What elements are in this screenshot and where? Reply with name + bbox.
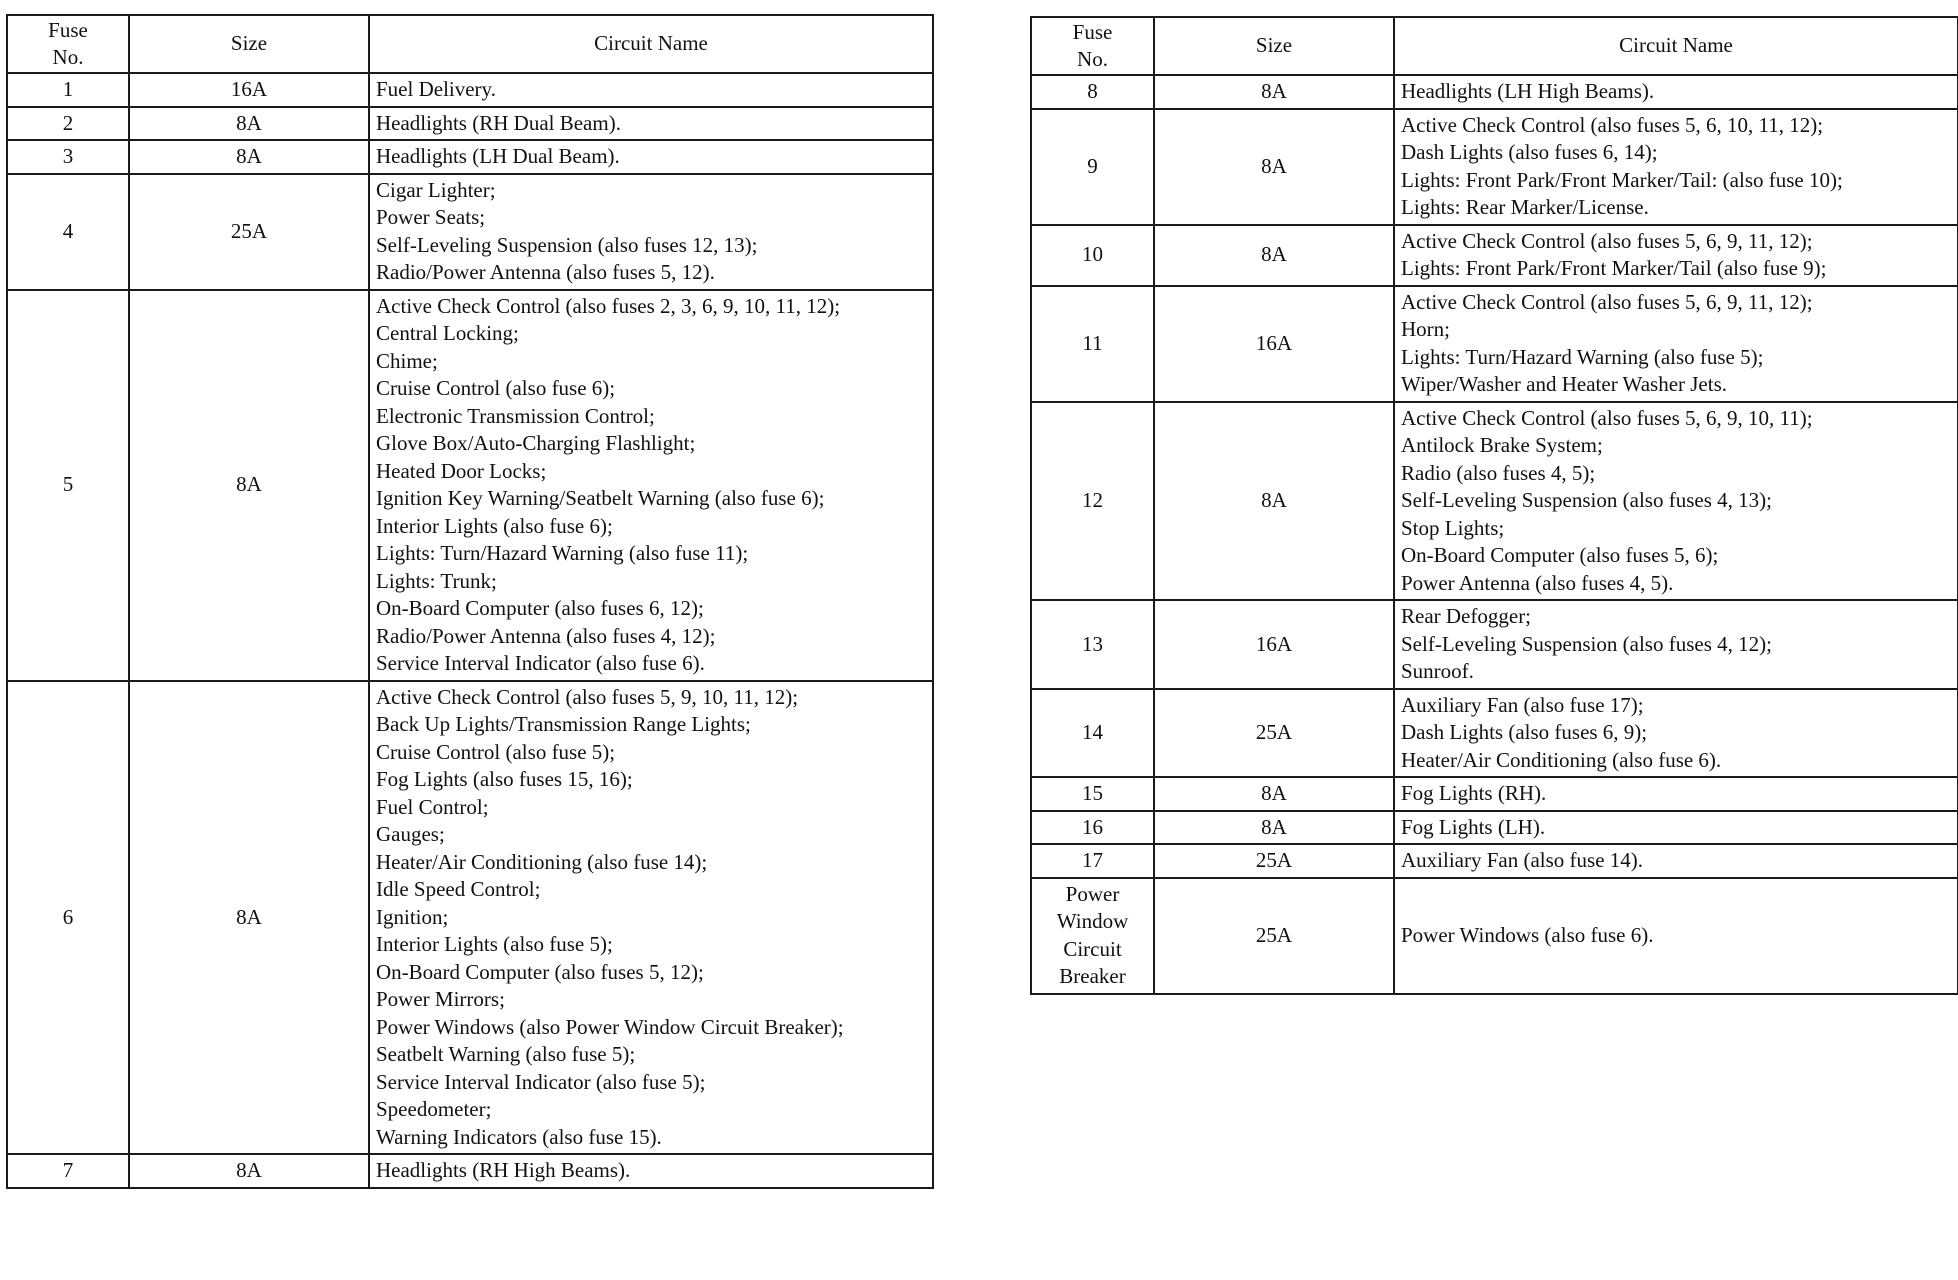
circuit-line: Back Up Lights/Transmission Range Lights; bbox=[376, 712, 751, 736]
circuit-name-cell bbox=[1394, 109, 1958, 225]
circuit-line: Electronic Transmission Control; bbox=[376, 403, 655, 428]
fuse-row bbox=[1031, 402, 1958, 601]
circuit-line: Horn; bbox=[1401, 317, 1450, 341]
circuit-line: Radio (also fuses 4, 5); bbox=[1401, 460, 1596, 485]
fuse-number-cell: 1 bbox=[7, 73, 129, 107]
circuit-name-cell bbox=[1394, 811, 1958, 845]
fuse-number-cell: 2 bbox=[7, 107, 129, 141]
circuit-line: Power Windows (also Power Window Circuit Breaker); bbox=[376, 1014, 844, 1039]
circuit-line: Heater/Air Conditioning (also fuse 6). bbox=[1401, 747, 1722, 772]
circuit-line: Chime; bbox=[376, 348, 438, 373]
circuit-name-cell bbox=[1394, 75, 1958, 109]
fuse-size-cell: 8A bbox=[1154, 811, 1394, 845]
fuse-number-cell: 11 bbox=[1031, 286, 1154, 402]
fuse-row bbox=[7, 1154, 933, 1188]
fuse-size-cell: 16A bbox=[1154, 600, 1394, 689]
circuit-name-cell bbox=[1394, 878, 1958, 994]
fuse-row bbox=[7, 73, 933, 107]
circuit-line: Wiper/Washer and Heater Washer Jets. bbox=[1401, 372, 1728, 396]
fuse-number-cell: 10 bbox=[1031, 225, 1154, 286]
circuit-line: Lights: Rear Marker/License. bbox=[1401, 195, 1649, 219]
header-fuse-no bbox=[1031, 17, 1154, 75]
circuit-line: Cigar Lighter; bbox=[376, 177, 496, 202]
circuit-line: Self-Leveling Suspension (also fuses 4, 13); bbox=[1401, 488, 1772, 512]
circuit-line: Auxiliary Fan (also fuse 14). bbox=[1401, 848, 1644, 872]
circuit-line: Lights: Turn/Hazard Warning (also fuse 5); bbox=[1401, 344, 1764, 369]
circuit-name-cell bbox=[1394, 286, 1958, 402]
circuit-line: Active Check Control (also fuses 5, 9, 10, 11, 12); bbox=[376, 684, 799, 709]
circuit-line: Active Check Control (also fuses 5, 6, 9, 10, 11); bbox=[1401, 405, 1813, 430]
fuse-row bbox=[1031, 286, 1958, 402]
circuit-name-cell bbox=[369, 73, 933, 107]
header-fuse-no-text: Fuse No. bbox=[1072, 19, 1113, 71]
fuse-size-cell: 25A bbox=[1154, 878, 1394, 994]
fuse-size-cell: 8A bbox=[1154, 109, 1394, 225]
circuit-line: Headlights (RH Dual Beam). bbox=[376, 110, 621, 135]
circuit-line: Idle Speed Control; bbox=[376, 877, 541, 901]
circuit-line: Service Interval Indicator (also fuse 6). bbox=[376, 651, 705, 675]
header-circuit-name: Circuit Name bbox=[1394, 17, 1958, 75]
header-fuse-no bbox=[7, 15, 129, 73]
fuse-size-cell: 8A bbox=[1154, 402, 1394, 601]
fuse-number-cell: 7 bbox=[7, 1154, 129, 1188]
circuit-line: Fuel Delivery. bbox=[376, 77, 496, 101]
circuit-line: Interior Lights (also fuse 5); bbox=[376, 932, 613, 956]
circuit-name-cell bbox=[369, 140, 933, 174]
circuit-name-cell bbox=[369, 174, 933, 290]
fuse-number-cell: 4 bbox=[7, 174, 129, 290]
circuit-line: On-Board Computer (also fuses 5, 12); bbox=[376, 959, 704, 984]
circuit-line: Service Interval Indicator (also fuse 5); bbox=[376, 1069, 706, 1094]
fuse-size-cell: 8A bbox=[1154, 75, 1394, 109]
circuit-line: Auxiliary Fan (also fuse 17); bbox=[1401, 692, 1644, 717]
circuit-line: Headlights (RH High Beams). bbox=[376, 1158, 631, 1182]
circuit-line: Active Check Control (also fuses 5, 6, 10, 11, 12); bbox=[1401, 112, 1824, 137]
fuse-row bbox=[7, 107, 933, 141]
circuit-name-cell bbox=[369, 681, 933, 1155]
circuit-line: Antilock Brake System; bbox=[1401, 433, 1603, 457]
fuse-number-cell: Power Window Circuit Breaker bbox=[1031, 878, 1154, 994]
fuse-number-cell: 8 bbox=[1031, 75, 1154, 109]
circuit-line: Fog Lights (also fuses 15, 16); bbox=[376, 767, 633, 791]
circuit-line: Heater/Air Conditioning (also fuse 14); bbox=[376, 849, 708, 874]
circuit-line: Self-Leveling Suspension (also fuses 12, 13); bbox=[376, 232, 758, 257]
circuit-name-cell bbox=[369, 290, 933, 681]
circuit-line: Power Windows (also fuse 6). bbox=[1401, 922, 1654, 947]
fuse-row bbox=[1031, 75, 1958, 109]
circuit-line: Fog Lights (LH). bbox=[1401, 814, 1546, 839]
fuse-size-cell: 8A bbox=[1154, 777, 1394, 811]
header-size: Size bbox=[1154, 17, 1394, 75]
fuse-row bbox=[7, 290, 933, 681]
circuit-line: Headlights (LH Dual Beam). bbox=[376, 144, 620, 168]
circuit-line: Stop Lights; bbox=[1401, 515, 1505, 540]
fuse-size-cell: 8A bbox=[129, 681, 369, 1155]
fuse-row bbox=[1031, 878, 1958, 994]
fuse-size-cell: 8A bbox=[129, 290, 369, 681]
circuit-line: Fuel Control; bbox=[376, 794, 489, 819]
circuit-name-cell bbox=[1394, 777, 1958, 811]
circuit-line: Lights: Trunk; bbox=[376, 568, 497, 593]
circuit-name-cell bbox=[1394, 600, 1958, 689]
fuse-number-cell: 6 bbox=[7, 681, 129, 1155]
circuit-line: Ignition; bbox=[376, 904, 449, 929]
circuit-line: Heated Door Locks; bbox=[376, 458, 547, 483]
fuse-size-cell: 8A bbox=[1154, 225, 1394, 286]
circuit-line: Lights: Front Park/Front Marker/Tail (also fuse 9); bbox=[1401, 256, 1827, 280]
fuse-row bbox=[7, 174, 933, 290]
circuit-line: Dash Lights (also fuses 6, 14); bbox=[1401, 140, 1658, 164]
circuit-name-cell bbox=[1394, 225, 1958, 286]
header-row bbox=[1031, 17, 1958, 75]
fuse-number-cell: 3 bbox=[7, 140, 129, 174]
fuse-number-cell: 15 bbox=[1031, 777, 1154, 811]
circuit-line: Power Antenna (also fuses 4, 5). bbox=[1401, 570, 1674, 595]
circuit-line: Active Check Control (also fuses 5, 6, 9, 11, 12); bbox=[1401, 289, 1813, 314]
circuit-line: Power Mirrors; bbox=[376, 987, 505, 1011]
circuit-line: Cruise Control (also fuse 6); bbox=[376, 376, 616, 400]
circuit-name-cell bbox=[369, 1154, 933, 1188]
circuit-line: Speedometer; bbox=[376, 1097, 492, 1121]
fuse-size-cell: 8A bbox=[129, 1154, 369, 1188]
circuit-line: Glove Box/Auto-Charging Flashlight; bbox=[376, 431, 696, 455]
header-circuit-name: Circuit Name bbox=[369, 15, 933, 73]
circuit-line: Active Check Control (also fuses 2, 3, 6, 9, 10, 11, 12); bbox=[376, 293, 841, 318]
fuse-size-cell: 25A bbox=[129, 174, 369, 290]
fuse-size-cell: 16A bbox=[129, 73, 369, 107]
circuit-name-cell bbox=[1394, 844, 1958, 878]
circuit-line: Radio/Power Antenna (also fuses 5, 12). bbox=[376, 260, 715, 284]
header-fuse-no-text: Fuse No. bbox=[48, 17, 88, 69]
circuit-name-cell bbox=[369, 107, 933, 141]
fuse-size-cell: 16A bbox=[1154, 286, 1394, 402]
circuit-line: On-Board Computer (also fuses 5, 6); bbox=[1401, 543, 1719, 567]
fuse-number-cell: 16 bbox=[1031, 811, 1154, 845]
circuit-line: Power Seats; bbox=[376, 205, 486, 229]
fuse-row bbox=[1031, 109, 1958, 225]
fuse-number-cell: 9 bbox=[1031, 109, 1154, 225]
fuse-row bbox=[7, 140, 933, 174]
fuse-size-cell: 8A bbox=[129, 107, 369, 141]
circuit-line: Lights: Front Park/Front Marker/Tail: (also fuse 10); bbox=[1401, 167, 1843, 192]
circuit-line: Seatbelt Warning (also fuse 5); bbox=[376, 1042, 636, 1066]
fuse-number-cell: 13 bbox=[1031, 600, 1154, 689]
fuse-row bbox=[1031, 225, 1958, 286]
fuse-size-cell: 25A bbox=[1154, 844, 1394, 878]
fuse-size-cell: 8A bbox=[129, 140, 369, 174]
fuse-size-cell: 25A bbox=[1154, 689, 1394, 778]
fuse-number-cell: 14 bbox=[1031, 689, 1154, 778]
fuse-row bbox=[1031, 811, 1958, 845]
circuit-line: Central Locking; bbox=[376, 321, 519, 345]
circuit-line: Sunroof. bbox=[1401, 659, 1474, 683]
circuit-line: Rear Defogger; bbox=[1401, 604, 1532, 628]
header-size: Size bbox=[129, 15, 369, 73]
circuit-line: Headlights (LH High Beams). bbox=[1401, 79, 1655, 103]
fuse-row bbox=[7, 681, 933, 1155]
circuit-line: Interior Lights (also fuse 6); bbox=[376, 513, 613, 538]
fuse-number-cell: 17 bbox=[1031, 844, 1154, 878]
fuse-row bbox=[1031, 600, 1958, 689]
fuse-table-left bbox=[6, 14, 934, 1189]
fuse-row bbox=[1031, 844, 1958, 878]
header-row bbox=[7, 15, 933, 73]
circuit-line: Gauges; bbox=[376, 822, 445, 846]
circuit-line: Dash Lights (also fuses 6, 9); bbox=[1401, 720, 1648, 744]
circuit-name-cell bbox=[1394, 689, 1958, 778]
circuit-line: Fog Lights (RH). bbox=[1401, 781, 1547, 805]
fuse-row bbox=[1031, 777, 1958, 811]
circuit-name-cell bbox=[1394, 402, 1958, 601]
fuse-table-right bbox=[1030, 16, 1958, 995]
circuit-line: Active Check Control (also fuses 5, 6, 9, 11, 12); bbox=[1401, 228, 1813, 253]
circuit-line: Ignition Key Warning/Seatbelt Warning (also fuse 6); bbox=[376, 486, 825, 510]
circuit-line: Self-Leveling Suspension (also fuses 4, 12); bbox=[1401, 631, 1772, 656]
fuse-number-cell: 5 bbox=[7, 290, 129, 681]
circuit-line: Lights: Turn/Hazard Warning (also fuse 11); bbox=[376, 541, 749, 565]
circuit-line: Radio/Power Antenna (also fuses 4, 12); bbox=[376, 623, 716, 648]
fuse-number-cell: 12 bbox=[1031, 402, 1154, 601]
fuse-row bbox=[1031, 689, 1958, 778]
circuit-line: Warning Indicators (also fuse 15). bbox=[376, 1124, 662, 1149]
circuit-line: Cruise Control (also fuse 5); bbox=[376, 739, 616, 764]
circuit-line: On-Board Computer (also fuses 6, 12); bbox=[376, 596, 704, 620]
